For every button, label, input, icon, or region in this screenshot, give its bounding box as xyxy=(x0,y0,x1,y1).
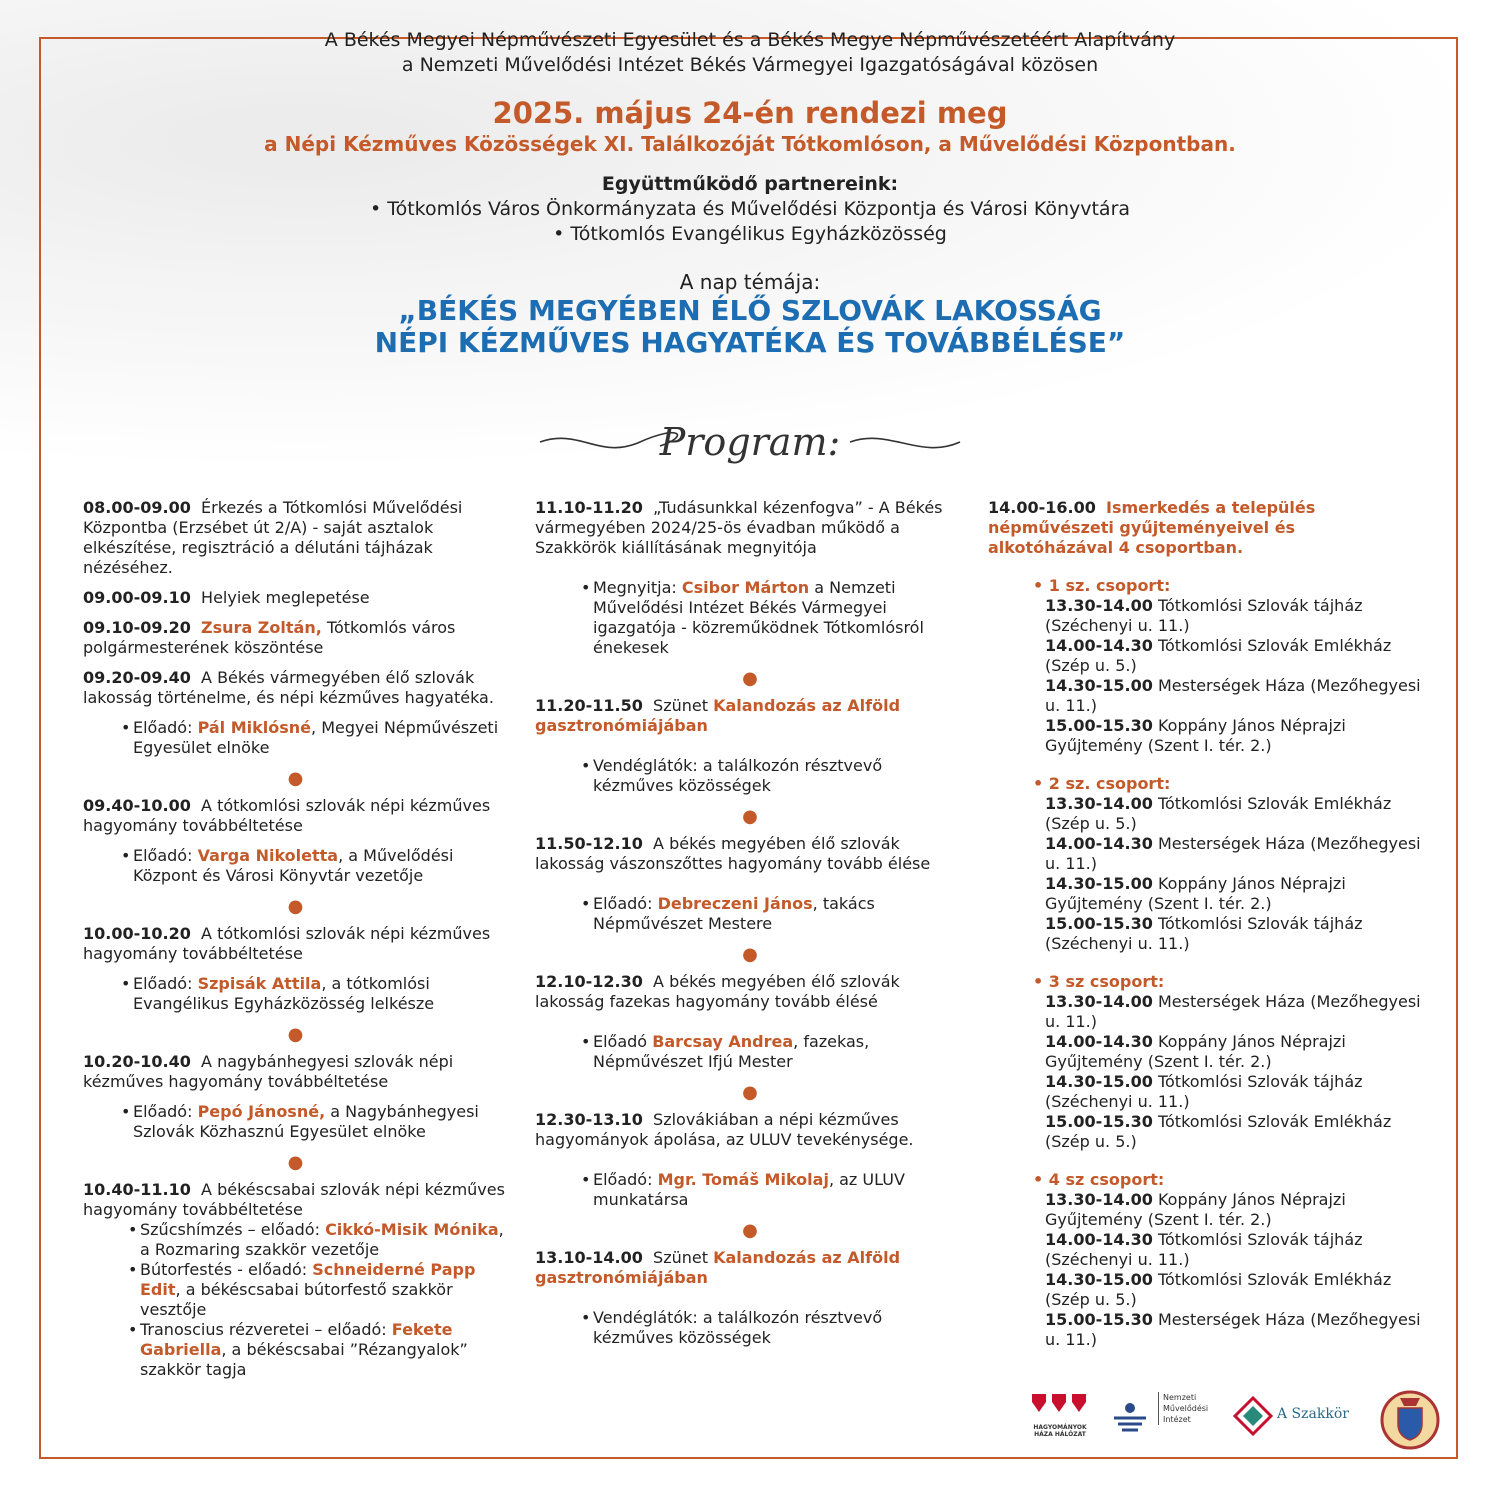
group-block xyxy=(1033,972,1423,1152)
program-entry xyxy=(988,498,1423,558)
separator-dot: ● xyxy=(742,668,758,689)
entry-time: 10.00-10.20 xyxy=(83,924,191,943)
separator-dot: ● xyxy=(742,1220,758,1241)
group-title: • 4 sz csoport: xyxy=(1033,1170,1165,1189)
speaker-role: , a békéscsabai bútorfestő szakkör vesztője xyxy=(140,1280,453,1319)
hhh-mark-icon xyxy=(1030,1390,1090,1420)
entry-text: A tótkomlósi szlovák népi kézműves hagyomány továbbéltetése xyxy=(83,924,491,963)
group-title: • 2 sz. csoport: xyxy=(1033,774,1171,793)
slot-place: Tótkomlósi Szlovák Emlékház (Szép u. 5.) xyxy=(1045,794,1392,833)
speaker-line: • Szűcshímzés – előadó: Cikkó-Misik Mónika, a Rozmaring szakkör vezetője xyxy=(128,1220,504,1259)
speaker-line: • Tranoscius rézveretei – előadó: Fekete Gabriella, a békéscsabai ”Rézangyalok” szakkör tagja xyxy=(128,1320,468,1379)
entry-text: A békéscsabai szlovák népi kézműves hagyomány továbbéltetése xyxy=(83,1180,505,1219)
logo-text: Nemzeti xyxy=(1163,1393,1197,1402)
entry-text: A nagybánhegyesi szlovák népi kézműves hagyomány továbbéltetése xyxy=(83,1052,454,1091)
host-text: Vendéglátók: a találkozón résztvevő kézműves közösségek xyxy=(593,1308,883,1347)
event-date: 2025. május 24-én rendezi meg xyxy=(492,96,1008,130)
org-line-2: a Nemzeti Művelődési Intézet Békés Vármegyei Igazgatóságával közösen xyxy=(401,54,1099,76)
hagyomanyok-haza-logo xyxy=(1025,1390,1095,1448)
slot-time: 13.30-14.00 xyxy=(1045,1190,1153,1209)
host-line: • Vendéglátók: a találkozón résztvevő kézműves közösségek xyxy=(581,1308,883,1347)
program-entry xyxy=(535,696,965,796)
group-slot xyxy=(1045,1072,1423,1112)
group-block xyxy=(1033,576,1423,756)
partners-title: Együttműködő partnereink: xyxy=(601,173,899,195)
speaker-role: , Megyei Népművészeti Egyesület elnöke xyxy=(133,718,499,757)
nmi-logo xyxy=(1110,1390,1210,1448)
speaker-line: • Bútorfestés - előadó: Schneiderné Papp Edit, a békéscsabai bútorfestő szakkör vesztője xyxy=(128,1260,476,1319)
logo-text: Intézet xyxy=(1163,1415,1191,1424)
speaker-name: Schneiderné Papp Edit xyxy=(140,1260,476,1299)
logo-text: HAGYOMÁNYOK HÁZA HÁLÓZAT xyxy=(1033,1424,1087,1438)
slot-time: 14.00-14.30 xyxy=(1045,1032,1153,1051)
org-line-1: A Békés Megyei Népművészeti Egyesület és a Békés Megye Népművészetéért Alapítvány xyxy=(324,29,1176,51)
speaker-line: • Előadó: Varga Nikoletta, a Művelődési Központ és Városi Könyvtár vezetője xyxy=(121,846,454,885)
group-slot xyxy=(1045,992,1423,1032)
program-entry xyxy=(83,796,508,886)
entry-time: 12.10-12.30 xyxy=(535,972,643,991)
speaker-label: Előadó: xyxy=(593,1170,653,1189)
speaker-line: • Előadó: Szpisák Attila, a tótkomlósi Evangélikus Egyházközösség lelkésze xyxy=(121,974,435,1013)
program-entry xyxy=(83,1052,508,1142)
program-title: Program: xyxy=(659,420,841,464)
entry-text: Szlovákiában a népi kézműves hagyományok ápolása, az ULUV tevekénysége. xyxy=(535,1110,914,1149)
group-slot xyxy=(1045,716,1423,756)
break-highlight: Kalandozás az Alföld gasztronómiájában xyxy=(535,696,901,735)
coat-of-arms-icon xyxy=(1380,1390,1440,1450)
slot-time: 15.00-15.30 xyxy=(1045,1112,1153,1131)
speaker-name: Mgr. Tomáš Mikolaj xyxy=(657,1170,829,1189)
speaker-name: Barcsay Andrea xyxy=(652,1032,794,1051)
slot-place: Tótkomlósi Szlovák tájház (Széchenyi u. 11.) xyxy=(1045,596,1363,635)
entry-title: Ismerkedés a település népművészeti gyűjteményeivel és alkotóházával 4 csoportban. xyxy=(988,498,1316,557)
separator-dot: ● xyxy=(742,1082,758,1103)
slot-time: 14.30-15.00 xyxy=(1045,1072,1153,1091)
entry-time: 09.00-09.10 xyxy=(83,588,191,607)
group-slot xyxy=(1045,1190,1423,1230)
slot-time: 13.30-14.00 xyxy=(1045,596,1153,615)
speaker-role: , a békéscsabai ”Rézangyalok” szakkör tagja xyxy=(140,1340,468,1379)
separator-dot: ● xyxy=(287,768,304,789)
entry-text: Szünet xyxy=(653,1248,708,1267)
program-entry xyxy=(83,588,508,608)
group-name: 4 sz csoport: xyxy=(1048,1170,1165,1189)
logo-text: A Szakkör xyxy=(1277,1406,1349,1422)
logo-text: Művelődési xyxy=(1163,1404,1209,1413)
entry-text: Helyiek meglepetése xyxy=(201,588,370,607)
theme-line-2: NÉPI KÉZMŰVES HAGYATÉKA ÉS TOVÁBBÉLÉSE” xyxy=(374,326,1126,359)
group-block xyxy=(1033,1170,1423,1350)
speaker-label: Előadó xyxy=(593,1032,648,1051)
slot-place: Koppány János Néprajzi Gyűjtemény (Szent I. tér. 2.) xyxy=(1045,874,1346,913)
theme-label: A nap témája: xyxy=(679,270,821,294)
group-title: • 1 sz. csoport: xyxy=(1033,576,1171,595)
partner-item: • Tótkomlós Evangélikus Egyházközösség xyxy=(553,223,947,245)
speaker-role: , a tótkomlósi Evangélikus Egyházközösség lelkésze xyxy=(133,974,435,1013)
entry-text: A tótkomlósi szlovák népi kézműves hagyomány továbbéltetése xyxy=(83,796,491,835)
speaker-name: Pál Miklósné xyxy=(197,718,312,737)
slot-place: Mesterségek Háza (Mezőhegyesi u. 11.) xyxy=(1045,834,1421,873)
entry-time: 14.00-16.00 xyxy=(988,498,1096,517)
group-slot xyxy=(1045,1310,1423,1350)
slot-time: 13.30-14.00 xyxy=(1045,794,1153,813)
speaker-role: , a Rozmaring szakkör vezetője xyxy=(140,1220,504,1259)
speaker-name: Varga Nikoletta xyxy=(197,846,339,865)
program-entry xyxy=(83,924,508,1014)
group-slot xyxy=(1045,596,1423,636)
group-slot xyxy=(1045,834,1423,874)
separator-dot: ● xyxy=(287,896,304,917)
speaker-label: Előadó: xyxy=(593,894,653,913)
entry-time: 08.00-09.00 xyxy=(83,498,191,517)
speaker-role: , takács Népművészet Mestere xyxy=(593,894,875,933)
entry-time: 11.20-11.50 xyxy=(535,696,643,715)
speaker-line: • Előadó: Pál Miklósné, Megyei Népművészeti Egyesület elnöke xyxy=(121,718,499,757)
partner-text: Tótkomlós Evangélikus Egyházközösség xyxy=(570,223,947,245)
speaker-name: Debreczeni János xyxy=(657,894,813,913)
entry-time: 10.40-11.10 xyxy=(83,1180,191,1199)
speaker-label: Szűcshímzés – előadó: xyxy=(140,1220,320,1239)
slot-place: Mesterségek Háza (Mezőhegyesi u. 11.) xyxy=(1045,992,1421,1031)
slot-time: 15.00-15.30 xyxy=(1045,716,1153,735)
speaker-role: , a Művelődési Központ és Városi Könyvtár vezetője xyxy=(133,846,454,885)
szakkor-mark-icon xyxy=(1233,1396,1273,1436)
coat-of-arms-logo xyxy=(1380,1390,1440,1448)
nmi-mark-icon xyxy=(1110,1396,1150,1436)
speaker-label: Előadó: xyxy=(133,974,193,993)
slot-place: Tótkomlósi Szlovák Emlékház (Szép u. 5.) xyxy=(1045,1270,1392,1309)
entry-time: 10.20-10.40 xyxy=(83,1052,191,1071)
sponsor-logos xyxy=(1015,1390,1445,1450)
slot-time: 14.00-14.30 xyxy=(1045,1230,1153,1249)
entry-text: Érkezés a Tótkomlósi Művelődési Központba (Erzsébet út 2/A) - saját asztalok elkészítése, regisztráció a délutáni tájházak nézéséhez. xyxy=(83,498,463,577)
speaker-line: • Előadó: Mgr. Tomáš Mikolaj, az ULUV munkatársa xyxy=(581,1170,905,1209)
program-column-3 xyxy=(988,498,1423,1350)
program-entry xyxy=(535,972,965,1072)
group-slot xyxy=(1045,676,1423,716)
host-text: Vendéglátók: a találkozón résztvevő kézműves közösségek xyxy=(593,756,883,795)
slot-time: 14.30-15.00 xyxy=(1045,874,1153,893)
program-column-1 xyxy=(83,498,508,1390)
entry-time: 09.40-10.00 xyxy=(83,796,191,815)
slot-time: 14.30-15.00 xyxy=(1045,1270,1153,1289)
entry-time: 11.10-11.20 xyxy=(535,498,643,517)
entry-time: 12.30-13.10 xyxy=(535,1110,643,1129)
entry-text: „Tudásunkkal kézenfogva” - A Békés vármegyében 2024/25-ös évadban működő a Szakkörök kiállításának megnyitója xyxy=(535,498,943,557)
speaker-name: Csibor Márton xyxy=(681,578,810,597)
entry-time: 13.10-14.00 xyxy=(535,1248,643,1267)
speaker-name: Fekete Gabriella xyxy=(140,1320,453,1359)
szakkor-logo xyxy=(1233,1390,1353,1448)
partner-item: • Tótkomlós Város Önkormányzata és Művelődési Központja és Városi Könyvtára xyxy=(369,198,1131,220)
entry-time: 11.50-12.10 xyxy=(535,834,643,853)
program-entry xyxy=(83,1180,508,1380)
speaker-name: Zsura Zoltán, xyxy=(201,618,322,637)
group-slot xyxy=(1045,1230,1423,1270)
slot-place: Mesterségek Háza (Mezőhegyesi u. 11.) xyxy=(1045,676,1421,715)
slot-place: Mesterségek Háza (Mezőhegyesi u. 11.) xyxy=(1045,1310,1421,1349)
entry-time: 09.20-09.40 xyxy=(83,668,191,687)
slot-time: 15.00-15.30 xyxy=(1045,914,1153,933)
slot-place: Koppány János Néprajzi Gyűjtemény (Szent I. tér. 2.) xyxy=(1045,1032,1346,1071)
slot-time: 13.30-14.00 xyxy=(1045,992,1153,1011)
entry-time: 09.10-09.20 xyxy=(83,618,191,637)
program-entry xyxy=(535,834,965,934)
speaker-line: • Előadó: Debreczeni János, takács Népművészet Mestere xyxy=(581,894,875,933)
speaker-line: • Előadó Barcsay Andrea, fazekas, Népművészet Ifjú Mester xyxy=(581,1032,870,1071)
separator-dot: ● xyxy=(742,806,758,827)
group-slot xyxy=(1045,1112,1423,1152)
speaker-line: • Megnyitja: Csibor Márton a Nemzeti Művelődési Intézet Békés Vármegyei igazgatója - közreműködnek Tótkomlósról énekesek xyxy=(581,578,924,657)
slot-time: 14.00-14.30 xyxy=(1045,834,1153,853)
entry-text: A békés megyében élő szlovák lakosság vászonszőttes hagyomány tovább élése xyxy=(535,834,931,873)
speaker-name: Cikkó-Misik Mónika xyxy=(325,1220,499,1239)
program-entry xyxy=(535,1248,965,1348)
entry-text: Szünet xyxy=(653,696,708,715)
group-name: 2 sz. csoport: xyxy=(1048,774,1171,793)
separator-dot: ● xyxy=(287,1024,304,1045)
speaker-name: Pepó Jánosné, xyxy=(197,1102,326,1121)
group-name: 1 sz. csoport: xyxy=(1048,576,1171,595)
program-entry xyxy=(83,668,508,758)
slot-place: Tótkomlósi Szlovák Emlékház (Szép u. 5.) xyxy=(1045,636,1392,675)
group-slot xyxy=(1045,794,1423,834)
program-entry xyxy=(535,498,965,658)
group-slot xyxy=(1045,1270,1423,1310)
separator-dot: ● xyxy=(742,944,758,965)
speaker-label: Előadó: xyxy=(133,846,193,865)
host-line: • Vendéglátók: a találkozón résztvevő kézműves közösségek xyxy=(581,756,883,795)
speaker-label: Megnyitja: xyxy=(593,578,677,597)
speaker-role: , fazekas, Népművészet Ifjú Mester xyxy=(593,1032,870,1071)
speaker-label: Bútorfestés - előadó: xyxy=(140,1260,308,1279)
program-entry xyxy=(535,1110,965,1210)
speaker-label: Előadó: xyxy=(133,1102,193,1121)
break-highlight: Kalandozás az Alföld gasztronómiájában xyxy=(535,1248,901,1287)
program-entry xyxy=(83,618,508,658)
slot-place: Tótkomlósi Szlovák tájház (Széchenyi u. 11.) xyxy=(1045,1230,1363,1269)
group-title: • 3 sz csoport: xyxy=(1033,972,1165,991)
header xyxy=(0,28,1500,359)
separator-dot: ● xyxy=(287,1152,304,1173)
slot-time: 14.00-14.30 xyxy=(1045,636,1153,655)
slot-place: Koppány János Néprajzi Gyűjtemény (Szent I. tér. 2.) xyxy=(1045,1190,1346,1229)
group-slot xyxy=(1045,1032,1423,1072)
group-name: 3 sz csoport: xyxy=(1048,972,1165,991)
slot-place: Tótkomlósi Szlovák Emlékház (Szép u. 5.) xyxy=(1045,1112,1392,1151)
speaker-label: Előadó: xyxy=(133,718,193,737)
theme-line-1: „BÉKÉS MEGYÉBEN ÉLŐ SZLOVÁK LAKOSSÁG xyxy=(398,294,1102,327)
entry-text: A békés megyében élő szlovák lakosság fazekas hagyomány tovább élésé xyxy=(535,972,900,1011)
group-slot xyxy=(1045,874,1423,914)
slot-time: 15.00-15.30 xyxy=(1045,1310,1153,1329)
slot-place: Tótkomlósi Szlovák tájház (Széchenyi u. 11.) xyxy=(1045,914,1363,953)
flourish-decoration xyxy=(0,420,1500,470)
speaker-role: a Nemzeti Művelődési Intézet Békés Vármegyei igazgatója - közreműködnek Tótkomlósról énekesek xyxy=(593,578,924,657)
speaker-label: Tranoscius rézveretei – előadó: xyxy=(140,1320,387,1339)
program-column-2 xyxy=(535,498,965,1358)
speaker-role: , az ULUV munkatársa xyxy=(593,1170,905,1209)
group-slot xyxy=(1045,636,1423,676)
nmi-text xyxy=(1158,1392,1208,1425)
event-title: a Népi Kézműves Közösségek XI. Találkozóját Tótkomlóson, a Művelődési Központban. xyxy=(264,132,1236,156)
partner-text: Tótkomlós Város Önkormányzata és Művelődési Központja és Városi Könyvtára xyxy=(387,198,1131,220)
group-block xyxy=(1033,774,1423,954)
speaker-line: • Előadó: Pepó Jánosné, a Nagybánhegyesi Szlovák Közhasznú Egyesület elnöke xyxy=(121,1102,479,1141)
speaker-role: a Nagybánhegyesi Szlovák Közhasznú Egyesület elnöke xyxy=(133,1102,479,1141)
entry-text: Tótkomlós város polgármesterének köszöntése xyxy=(83,618,456,657)
program-entry xyxy=(83,498,508,578)
speaker-name: Szpisák Attila xyxy=(197,974,322,993)
slot-place: Tótkomlósi Szlovák tájház (Széchenyi u. 11.) xyxy=(1045,1072,1363,1111)
entry-text: A Békés vármegyében élő szlovák lakosság történelme, és népi kézműves hagyatéka. xyxy=(83,668,494,707)
group-slot xyxy=(1045,914,1423,954)
slot-time: 14.30-15.00 xyxy=(1045,676,1153,695)
program-heading xyxy=(0,420,1500,464)
slot-place: Koppány János Néprajzi Gyűjtemény (Szent I. tér. 2.) xyxy=(1045,716,1346,755)
